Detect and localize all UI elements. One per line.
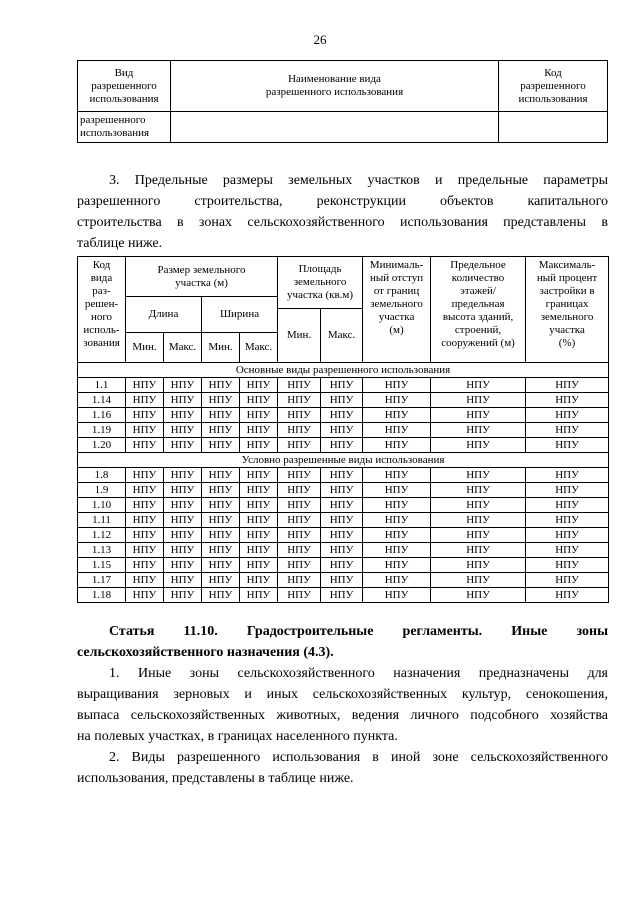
row-value: НПУ: [240, 438, 278, 453]
row-value: НПУ: [363, 543, 431, 558]
row-value: НПУ: [526, 528, 609, 543]
limits-table-body: [78, 363, 609, 603]
paragraph-final: [77, 663, 608, 789]
row-code: 1.13: [78, 543, 126, 558]
row-value: НПУ: [431, 438, 526, 453]
row-value: НПУ: [126, 513, 164, 528]
table-row: [78, 573, 609, 588]
row-value: НПУ: [321, 558, 363, 573]
paragraph-line: разрешенного строительства, реконструкции объектов капитального: [77, 194, 608, 209]
row-value: НПУ: [126, 378, 164, 393]
top-table-header-cell: Вид разрешенного использования: [78, 61, 171, 112]
row-value: НПУ: [363, 423, 431, 438]
row-value: НПУ: [431, 528, 526, 543]
row-value: НПУ: [321, 528, 363, 543]
row-value: НПУ: [164, 558, 202, 573]
table-row: [78, 588, 609, 603]
top-table-header-cell: Наименование вида разрешенного использования: [171, 61, 499, 112]
row-value: НПУ: [526, 588, 609, 603]
row-value: НПУ: [202, 528, 240, 543]
heading-line: Статья 11.10. Градостроительные регламенты. Иные зоны: [109, 624, 608, 639]
row-value: НПУ: [164, 573, 202, 588]
row-value: НПУ: [363, 468, 431, 483]
row-value: НПУ: [126, 573, 164, 588]
table-row: [78, 378, 609, 393]
row-value: НПУ: [202, 588, 240, 603]
header-floors: Предельное количество этажей/ предельная высота зданий, строений, сооружений (м): [431, 257, 526, 363]
header-length: Длина: [126, 297, 202, 333]
table-row: [78, 498, 609, 513]
paragraph-line: выпаса сельскохозяйственных животных, ведения личного подсобного хозяйства: [77, 708, 608, 723]
row-value: НПУ: [240, 573, 278, 588]
header-width-min: Мин.: [202, 333, 240, 363]
table-row: [78, 543, 609, 558]
row-value: НПУ: [321, 393, 363, 408]
section-cond-title: Условно разрешенные виды использования: [78, 453, 609, 468]
table-row: [78, 438, 609, 453]
row-value: НПУ: [278, 408, 321, 423]
paragraph-line: 1. Иные зоны сельскохозяйственного назначения предназначены для: [109, 666, 608, 681]
row-value: НПУ: [526, 393, 609, 408]
row-code: 1.12: [78, 528, 126, 543]
row-value: НПУ: [202, 543, 240, 558]
row-value: НПУ: [278, 483, 321, 498]
row-value: НПУ: [526, 573, 609, 588]
row-value: НПУ: [164, 528, 202, 543]
table-row: [78, 468, 609, 483]
row-value: НПУ: [526, 558, 609, 573]
row-value: НПУ: [202, 558, 240, 573]
row-value: НПУ: [240, 528, 278, 543]
row-value: НПУ: [526, 498, 609, 513]
row-value: НПУ: [278, 513, 321, 528]
row-value: НПУ: [431, 498, 526, 513]
row-value: НПУ: [126, 588, 164, 603]
table-row: [78, 423, 609, 438]
row-value: НПУ: [363, 483, 431, 498]
paragraph-3: [77, 170, 608, 254]
row-value: НПУ: [240, 378, 278, 393]
header-setback: Минималь- ный отступ от границ земельного участка (м): [363, 257, 431, 363]
row-code: 1.1: [78, 378, 126, 393]
row-code: 1.9: [78, 483, 126, 498]
table-row: [78, 558, 609, 573]
row-value: НПУ: [321, 573, 363, 588]
row-value: НПУ: [164, 543, 202, 558]
paragraph-line: таблице ниже.: [77, 236, 163, 251]
row-value: НПУ: [126, 438, 164, 453]
table-row: [78, 483, 609, 498]
row-value: НПУ: [202, 513, 240, 528]
row-value: НПУ: [164, 483, 202, 498]
row-value: НПУ: [240, 588, 278, 603]
row-value: НПУ: [431, 378, 526, 393]
row-value: НПУ: [240, 513, 278, 528]
row-value: НПУ: [431, 468, 526, 483]
row-value: НПУ: [321, 498, 363, 513]
header-area-max: Макс.: [321, 309, 363, 363]
row-value: НПУ: [363, 408, 431, 423]
row-value: НПУ: [240, 558, 278, 573]
row-value: НПУ: [526, 408, 609, 423]
row-value: НПУ: [526, 513, 609, 528]
row-code: 1.8: [78, 468, 126, 483]
row-value: НПУ: [321, 513, 363, 528]
row-value: НПУ: [321, 378, 363, 393]
paragraph-line: строительства в зонах сельскохозяйственного использования представлены в: [77, 215, 608, 230]
row-value: НПУ: [526, 423, 609, 438]
row-value: НПУ: [126, 543, 164, 558]
row-value: НПУ: [526, 438, 609, 453]
row-value: НПУ: [363, 558, 431, 573]
row-value: НПУ: [202, 438, 240, 453]
row-value: НПУ: [240, 408, 278, 423]
row-value: НПУ: [278, 588, 321, 603]
header-size: Размер земельного участка (м): [126, 257, 278, 297]
row-value: НПУ: [126, 498, 164, 513]
row-value: НПУ: [126, 408, 164, 423]
table-row: [78, 393, 609, 408]
row-value: НПУ: [363, 438, 431, 453]
row-value: НПУ: [164, 378, 202, 393]
row-value: НПУ: [431, 558, 526, 573]
row-value: НПУ: [363, 573, 431, 588]
row-value: НПУ: [431, 408, 526, 423]
row-value: НПУ: [321, 423, 363, 438]
row-value: НПУ: [526, 378, 609, 393]
top-table-cell: [499, 112, 608, 143]
top-table-cell: разрешенного использования: [78, 112, 171, 143]
paragraph-line: выращивания зерновых и иных сельскохозяйственных культур, сенокошения,: [77, 687, 608, 702]
row-value: НПУ: [126, 483, 164, 498]
row-value: НПУ: [278, 558, 321, 573]
header-width: Ширина: [202, 297, 278, 333]
row-value: НПУ: [278, 528, 321, 543]
row-value: НПУ: [363, 528, 431, 543]
row-value: НПУ: [126, 558, 164, 573]
row-value: НПУ: [431, 588, 526, 603]
row-value: НПУ: [431, 513, 526, 528]
row-value: НПУ: [164, 513, 202, 528]
row-value: НПУ: [431, 543, 526, 558]
row-value: НПУ: [278, 438, 321, 453]
top-table-header-row: [78, 61, 608, 112]
header-width-max: Макс.: [240, 333, 278, 363]
row-code: 1.18: [78, 588, 126, 603]
row-value: НПУ: [202, 423, 240, 438]
row-value: НПУ: [321, 468, 363, 483]
row-value: НПУ: [526, 543, 609, 558]
heading-line: сельскохозяйственного назначения (4.3).: [77, 645, 334, 660]
row-value: НПУ: [278, 378, 321, 393]
section-main-title: Основные виды разрешенного использования: [78, 363, 609, 378]
table-row: [78, 513, 609, 528]
header-code: Код вида раз- решен- ного исполь- зования: [78, 257, 126, 363]
top-table-row: [78, 112, 608, 143]
row-value: НПУ: [240, 423, 278, 438]
row-code: 1.10: [78, 498, 126, 513]
row-value: НПУ: [431, 423, 526, 438]
page-number: 26: [313, 32, 327, 47]
row-code: 1.17: [78, 573, 126, 588]
paragraph-line: использования, представлены в таблице ниже.: [77, 771, 354, 786]
row-value: НПУ: [363, 393, 431, 408]
row-value: НПУ: [202, 483, 240, 498]
header-length-min: Мин.: [126, 333, 164, 363]
row-code: 1.14: [78, 393, 126, 408]
row-value: НПУ: [202, 468, 240, 483]
row-value: НПУ: [164, 423, 202, 438]
row-value: НПУ: [202, 408, 240, 423]
paragraph-line: 2. Виды разрешенного использования в иной зоне сельскохозяйственного: [109, 750, 608, 765]
row-value: НПУ: [240, 498, 278, 513]
row-value: НПУ: [363, 588, 431, 603]
row-value: НПУ: [164, 408, 202, 423]
row-value: НПУ: [202, 378, 240, 393]
row-value: НПУ: [240, 483, 278, 498]
row-code: 1.15: [78, 558, 126, 573]
paragraph-line: 3. Предельные размеры земельных участков и предельные параметры: [109, 173, 608, 188]
row-value: НПУ: [240, 393, 278, 408]
top-table-cell: [171, 112, 499, 143]
row-value: НПУ: [321, 438, 363, 453]
row-value: НПУ: [321, 588, 363, 603]
row-value: НПУ: [164, 498, 202, 513]
row-value: НПУ: [202, 393, 240, 408]
row-code: 1.19: [78, 423, 126, 438]
row-value: НПУ: [126, 393, 164, 408]
row-value: НПУ: [431, 483, 526, 498]
row-value: НПУ: [321, 483, 363, 498]
header-length-max: Макс.: [164, 333, 202, 363]
row-value: НПУ: [431, 573, 526, 588]
row-value: НПУ: [431, 393, 526, 408]
row-value: НПУ: [240, 468, 278, 483]
row-code: 1.11: [78, 513, 126, 528]
row-value: НПУ: [363, 513, 431, 528]
paragraph-line: на полевых участках, в границах населенного пункта.: [77, 729, 398, 744]
row-value: НПУ: [526, 468, 609, 483]
row-value: НПУ: [126, 423, 164, 438]
row-value: НПУ: [240, 543, 278, 558]
row-value: НПУ: [278, 468, 321, 483]
row-code: 1.16: [78, 408, 126, 423]
row-value: НПУ: [363, 498, 431, 513]
header-area: Площадь земельного участка (кв.м): [278, 257, 363, 309]
header-area-min: Мин.: [278, 309, 321, 363]
top-table-header-cell: Код разрешенного использования: [499, 61, 608, 112]
row-value: НПУ: [278, 543, 321, 558]
row-code: 1.20: [78, 438, 126, 453]
row-value: НПУ: [321, 543, 363, 558]
row-value: НПУ: [526, 483, 609, 498]
row-value: НПУ: [278, 393, 321, 408]
row-value: НПУ: [363, 378, 431, 393]
row-value: НПУ: [164, 588, 202, 603]
row-value: НПУ: [321, 408, 363, 423]
limits-table: [77, 256, 609, 603]
row-value: НПУ: [126, 528, 164, 543]
header-coverage: Максималь- ный процент застройки в границах земельного участка (%): [526, 257, 609, 363]
row-value: НПУ: [164, 438, 202, 453]
table-row: [78, 528, 609, 543]
row-value: НПУ: [278, 498, 321, 513]
row-value: НПУ: [164, 393, 202, 408]
top-table: [77, 60, 608, 143]
table-row: [78, 408, 609, 423]
row-value: НПУ: [278, 573, 321, 588]
row-value: НПУ: [126, 468, 164, 483]
row-value: НПУ: [202, 573, 240, 588]
row-value: НПУ: [202, 498, 240, 513]
article-heading: [77, 621, 608, 663]
row-value: НПУ: [278, 423, 321, 438]
row-value: НПУ: [164, 468, 202, 483]
